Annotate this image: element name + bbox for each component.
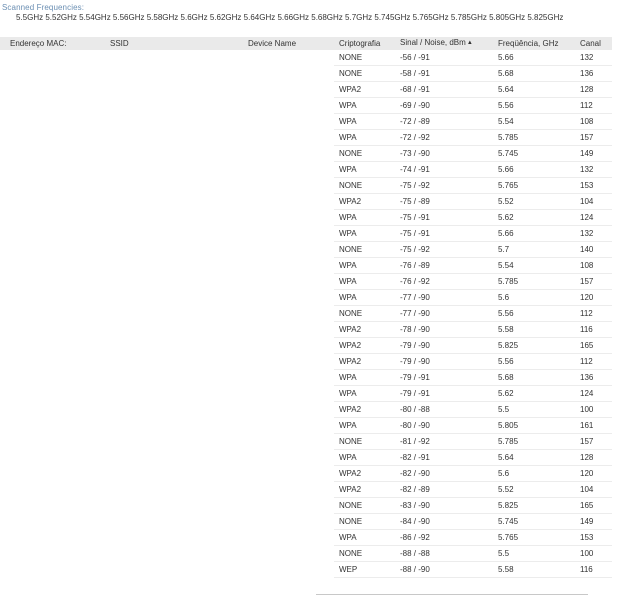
cell-signal-noise: -80 / -90 [395, 418, 496, 434]
cell-mac [0, 98, 110, 114]
cell-device-name [248, 546, 334, 562]
cell-mac [0, 402, 110, 418]
cell-signal-noise: -72 / -92 [395, 130, 496, 146]
cell-device-name [248, 114, 334, 130]
cell-device-name [248, 146, 334, 162]
cell-encryption: WPA [334, 98, 395, 114]
cell-signal-noise: -79 / -91 [395, 370, 496, 386]
cell-frequency: 5.785 [496, 434, 578, 450]
cell-channel: 157 [578, 434, 612, 450]
cell-encryption: WEP [334, 562, 395, 578]
cell-channel: 161 [578, 418, 612, 434]
cell-frequency: 5.52 [496, 482, 578, 498]
cell-frequency: 5.62 [496, 386, 578, 402]
table-row[interactable] [0, 402, 612, 418]
cell-mac [0, 434, 110, 450]
cell-signal-noise: -75 / -91 [395, 210, 496, 226]
cell-signal-noise: -73 / -90 [395, 146, 496, 162]
cell-channel: 120 [578, 466, 612, 482]
column-header-mac[interactable]: Endereço MAC: [10, 38, 67, 48]
cell-encryption: NONE [334, 242, 395, 258]
cell-ssid [110, 50, 248, 66]
cell-device-name [248, 242, 334, 258]
table-row[interactable] [0, 258, 612, 274]
cell-ssid [110, 338, 248, 354]
cell-channel: 116 [578, 322, 612, 338]
cell-device-name [248, 370, 334, 386]
cell-signal-noise: -79 / -90 [395, 354, 496, 370]
cell-ssid [110, 242, 248, 258]
cell-device-name [248, 290, 334, 306]
cell-frequency: 5.805 [496, 418, 578, 434]
cell-ssid [110, 130, 248, 146]
cell-device-name [248, 194, 334, 210]
cell-encryption: WPA2 [334, 338, 395, 354]
cell-channel: 132 [578, 226, 612, 242]
table-row[interactable] [0, 546, 612, 562]
table-row[interactable] [0, 242, 612, 258]
cell-signal-noise: -56 / -91 [395, 50, 496, 66]
cell-mac [0, 306, 110, 322]
cell-ssid [110, 530, 248, 546]
table-row[interactable] [0, 130, 612, 146]
cell-channel: 112 [578, 306, 612, 322]
cell-frequency: 5.68 [496, 370, 578, 386]
cell-encryption: WPA [334, 210, 395, 226]
column-header-signal-noise-label: Sinal / Noise, dBm [400, 38, 466, 47]
cell-mac [0, 274, 110, 290]
cell-device-name [248, 338, 334, 354]
cell-frequency: 5.64 [496, 450, 578, 466]
cell-mac [0, 482, 110, 498]
cell-signal-noise: -82 / -90 [395, 466, 496, 482]
cell-mac [0, 226, 110, 242]
scanned-frequencies-list: 5.5GHz 5.52GHz 5.54GHz 5.56GHz 5.58GHz 5.6GHz 5.62GHz 5.64GHz 5.66GHz 5.68GHz 5.7GHz 5.745GHz 5.765GHz 5.785GHz 5.805GHz 5.825GHz [16, 13, 564, 22]
table-row[interactable] [0, 434, 612, 450]
cell-channel: 165 [578, 338, 612, 354]
cell-frequency: 5.56 [496, 354, 578, 370]
cell-frequency: 5.54 [496, 258, 578, 274]
cell-encryption: WPA [334, 370, 395, 386]
table-row[interactable] [0, 482, 612, 498]
cell-encryption: WPA [334, 290, 395, 306]
cell-device-name [248, 386, 334, 402]
table-row[interactable] [0, 498, 612, 514]
cell-signal-noise: -86 / -92 [395, 530, 496, 546]
cell-ssid [110, 514, 248, 530]
cell-ssid [110, 546, 248, 562]
cell-frequency: 5.745 [496, 514, 578, 530]
cell-encryption: WPA [334, 258, 395, 274]
table-row[interactable] [0, 178, 612, 194]
cell-signal-noise: -77 / -90 [395, 306, 496, 322]
cell-ssid [110, 402, 248, 418]
sort-descending-icon: ▲ [466, 40, 473, 46]
table-row[interactable] [0, 514, 612, 530]
table-row[interactable] [0, 210, 612, 226]
cell-mac [0, 178, 110, 194]
cell-frequency: 5.52 [496, 194, 578, 210]
cell-mac [0, 386, 110, 402]
cell-device-name [248, 450, 334, 466]
cell-frequency: 5.785 [496, 130, 578, 146]
cell-encryption: WPA [334, 386, 395, 402]
cell-channel: 157 [578, 130, 612, 146]
cell-mac [0, 194, 110, 210]
cell-device-name [248, 306, 334, 322]
cell-ssid [110, 370, 248, 386]
cell-encryption: WPA2 [334, 466, 395, 482]
cell-encryption: NONE [334, 146, 395, 162]
column-header-channel[interactable]: Canal [580, 38, 601, 48]
cell-device-name [248, 322, 334, 338]
cell-channel: 128 [578, 82, 612, 98]
cell-frequency: 5.58 [496, 562, 578, 578]
cell-encryption: NONE [334, 546, 395, 562]
cell-device-name [248, 226, 334, 242]
column-header-encryption[interactable]: Criptografia [339, 38, 381, 48]
cell-signal-noise: -88 / -88 [395, 546, 496, 562]
cell-ssid [110, 66, 248, 82]
cell-mac [0, 290, 110, 306]
cell-encryption: WPA [334, 450, 395, 466]
table-row[interactable] [0, 194, 612, 210]
cell-channel: 104 [578, 194, 612, 210]
cell-channel: 136 [578, 370, 612, 386]
cell-device-name [248, 402, 334, 418]
table-row[interactable] [0, 338, 612, 354]
cell-mac [0, 130, 110, 146]
cell-channel: 132 [578, 162, 612, 178]
cell-signal-noise: -75 / -92 [395, 242, 496, 258]
cell-channel: 157 [578, 274, 612, 290]
cell-mac [0, 418, 110, 434]
cell-channel: 108 [578, 258, 612, 274]
cell-device-name [248, 50, 334, 66]
column-header-device-name[interactable]: Device Name [248, 38, 297, 48]
cell-channel: 136 [578, 66, 612, 82]
cell-frequency: 5.68 [496, 66, 578, 82]
cell-encryption: NONE [334, 498, 395, 514]
cell-ssid [110, 482, 248, 498]
cell-ssid [110, 258, 248, 274]
cell-device-name [248, 130, 334, 146]
cell-signal-noise: -79 / -91 [395, 386, 496, 402]
cell-signal-noise: -76 / -92 [395, 274, 496, 290]
cell-ssid [110, 210, 248, 226]
cell-ssid [110, 562, 248, 578]
column-header-signal-noise[interactable] [395, 37, 496, 50]
cell-frequency: 5.56 [496, 98, 578, 114]
cell-frequency: 5.62 [496, 210, 578, 226]
cell-channel: 128 [578, 450, 612, 466]
cell-encryption: WPA2 [334, 82, 395, 98]
cell-mac [0, 114, 110, 130]
cell-encryption: WPA2 [334, 354, 395, 370]
cell-ssid [110, 114, 248, 130]
cell-device-name [248, 178, 334, 194]
cell-frequency: 5.825 [496, 338, 578, 354]
cell-signal-noise: -82 / -91 [395, 450, 496, 466]
cell-mac [0, 546, 110, 562]
table-row[interactable] [0, 162, 612, 178]
cell-ssid [110, 274, 248, 290]
cell-device-name [248, 66, 334, 82]
cell-mac [0, 354, 110, 370]
cell-mac [0, 370, 110, 386]
cell-signal-noise: -75 / -92 [395, 178, 496, 194]
cell-mac [0, 338, 110, 354]
table-row[interactable] [0, 450, 612, 466]
cell-channel: 100 [578, 546, 612, 562]
cell-device-name [248, 498, 334, 514]
cell-ssid [110, 466, 248, 482]
cell-ssid [110, 418, 248, 434]
cell-mac [0, 498, 110, 514]
cell-signal-noise: -69 / -90 [395, 98, 496, 114]
cell-channel: 100 [578, 402, 612, 418]
cell-mac [0, 562, 110, 578]
cell-ssid [110, 178, 248, 194]
cell-ssid [110, 306, 248, 322]
cell-encryption: NONE [334, 178, 395, 194]
cell-channel: 132 [578, 50, 612, 66]
cell-signal-noise: -83 / -90 [395, 498, 496, 514]
cell-mac [0, 242, 110, 258]
cell-frequency: 5.785 [496, 274, 578, 290]
cell-mac [0, 530, 110, 546]
cell-channel: 140 [578, 242, 612, 258]
table-row[interactable] [0, 82, 612, 98]
cell-mac [0, 82, 110, 98]
table-row[interactable] [0, 290, 612, 306]
cell-channel: 124 [578, 210, 612, 226]
cell-channel: 153 [578, 530, 612, 546]
cell-signal-noise: -82 / -89 [395, 482, 496, 498]
cell-channel: 104 [578, 482, 612, 498]
table-row[interactable] [0, 354, 612, 370]
cell-device-name [248, 530, 334, 546]
cell-encryption: WPA2 [334, 482, 395, 498]
cell-device-name [248, 210, 334, 226]
cell-ssid [110, 226, 248, 242]
cell-encryption: WPA2 [334, 402, 395, 418]
cell-mac [0, 50, 110, 66]
cell-frequency: 5.825 [496, 498, 578, 514]
cell-frequency: 5.5 [496, 402, 578, 418]
site-survey-table-container [0, 37, 601, 578]
table-row[interactable] [0, 306, 612, 322]
cell-signal-noise: -76 / -89 [395, 258, 496, 274]
cell-encryption: WPA2 [334, 194, 395, 210]
cell-ssid [110, 322, 248, 338]
table-row[interactable] [0, 322, 612, 338]
cell-ssid [110, 162, 248, 178]
cell-frequency: 5.7 [496, 242, 578, 258]
cell-signal-noise: -88 / -90 [395, 562, 496, 578]
column-header-frequency[interactable]: Freqüência, GHz [498, 38, 559, 48]
table-row[interactable] [0, 530, 612, 546]
cell-signal-noise: -58 / -91 [395, 66, 496, 82]
cell-signal-noise: -75 / -91 [395, 226, 496, 242]
cell-ssid [110, 386, 248, 402]
cell-encryption: NONE [334, 514, 395, 530]
cell-encryption: WPA [334, 130, 395, 146]
cell-frequency: 5.66 [496, 162, 578, 178]
cell-frequency: 5.66 [496, 50, 578, 66]
cell-device-name [248, 562, 334, 578]
cell-signal-noise: -72 / -89 [395, 114, 496, 130]
cell-encryption: NONE [334, 306, 395, 322]
cell-ssid [110, 146, 248, 162]
cell-device-name [248, 514, 334, 530]
cell-ssid [110, 82, 248, 98]
cell-mac [0, 210, 110, 226]
cell-frequency: 5.745 [496, 146, 578, 162]
cell-signal-noise: -84 / -90 [395, 514, 496, 530]
cell-encryption: WPA [334, 418, 395, 434]
table-row[interactable] [0, 370, 612, 386]
table-row[interactable] [0, 50, 612, 66]
cell-encryption: WPA [334, 114, 395, 130]
cell-device-name [248, 466, 334, 482]
cell-frequency: 5.64 [496, 82, 578, 98]
cell-encryption: NONE [334, 50, 395, 66]
cell-channel: 116 [578, 562, 612, 578]
cell-encryption: NONE [334, 434, 395, 450]
cell-frequency: 5.6 [496, 290, 578, 306]
cell-frequency: 5.5 [496, 546, 578, 562]
cell-signal-noise: -77 / -90 [395, 290, 496, 306]
cell-channel: 120 [578, 290, 612, 306]
table-row[interactable] [0, 274, 612, 290]
cell-mac [0, 162, 110, 178]
cell-device-name [248, 162, 334, 178]
cell-encryption: WPA2 [334, 322, 395, 338]
cell-device-name [248, 418, 334, 434]
table-row[interactable] [0, 146, 612, 162]
table-row[interactable] [0, 562, 612, 578]
cell-device-name [248, 98, 334, 114]
cell-device-name [248, 274, 334, 290]
cell-signal-noise: -78 / -90 [395, 322, 496, 338]
cell-channel: 149 [578, 146, 612, 162]
cell-signal-noise: -68 / -91 [395, 82, 496, 98]
cell-ssid [110, 290, 248, 306]
cell-channel: 112 [578, 98, 612, 114]
cell-frequency: 5.66 [496, 226, 578, 242]
site-survey-table [0, 37, 612, 578]
cell-device-name [248, 482, 334, 498]
cell-device-name [248, 354, 334, 370]
cell-ssid [110, 434, 248, 450]
cell-signal-noise: -80 / -88 [395, 402, 496, 418]
cell-channel: 149 [578, 514, 612, 530]
cell-mac [0, 258, 110, 274]
cell-signal-noise: -74 / -91 [395, 162, 496, 178]
table-row[interactable] [0, 418, 612, 434]
table-row[interactable] [0, 386, 612, 402]
cell-frequency: 5.6 [496, 466, 578, 482]
cell-channel: 112 [578, 354, 612, 370]
cell-channel: 165 [578, 498, 612, 514]
cell-mac [0, 322, 110, 338]
cell-channel: 108 [578, 114, 612, 130]
cell-encryption: WPA [334, 274, 395, 290]
cell-encryption: NONE [334, 66, 395, 82]
cell-frequency: 5.58 [496, 322, 578, 338]
cell-mac [0, 514, 110, 530]
cell-ssid [110, 354, 248, 370]
cell-frequency: 5.765 [496, 530, 578, 546]
cell-channel: 124 [578, 386, 612, 402]
table-row[interactable] [0, 226, 612, 242]
cell-signal-noise: -81 / -92 [395, 434, 496, 450]
cell-signal-noise: -75 / -89 [395, 194, 496, 210]
cell-ssid [110, 194, 248, 210]
table-bottom-divider [316, 594, 588, 595]
column-header-ssid[interactable]: SSID [110, 38, 129, 48]
cell-frequency: 5.765 [496, 178, 578, 194]
table-row[interactable] [0, 66, 612, 82]
cell-channel: 153 [578, 178, 612, 194]
cell-device-name [248, 82, 334, 98]
cell-frequency: 5.56 [496, 306, 578, 322]
cell-signal-noise: -79 / -90 [395, 338, 496, 354]
cell-encryption: WPA [334, 162, 395, 178]
cell-encryption: WPA [334, 530, 395, 546]
cell-ssid [110, 498, 248, 514]
cell-encryption: WPA [334, 226, 395, 242]
scanned-frequencies-title: Scanned Frequencies: [2, 3, 85, 12]
cell-mac [0, 146, 110, 162]
cell-mac [0, 66, 110, 82]
table-row[interactable] [0, 466, 612, 482]
cell-device-name [248, 258, 334, 274]
cell-device-name [248, 434, 334, 450]
table-header-row [0, 37, 612, 50]
table-row[interactable] [0, 98, 612, 114]
table-row[interactable] [0, 114, 612, 130]
cell-ssid [110, 98, 248, 114]
cell-mac [0, 450, 110, 466]
cell-ssid [110, 450, 248, 466]
cell-frequency: 5.54 [496, 114, 578, 130]
cell-mac [0, 466, 110, 482]
